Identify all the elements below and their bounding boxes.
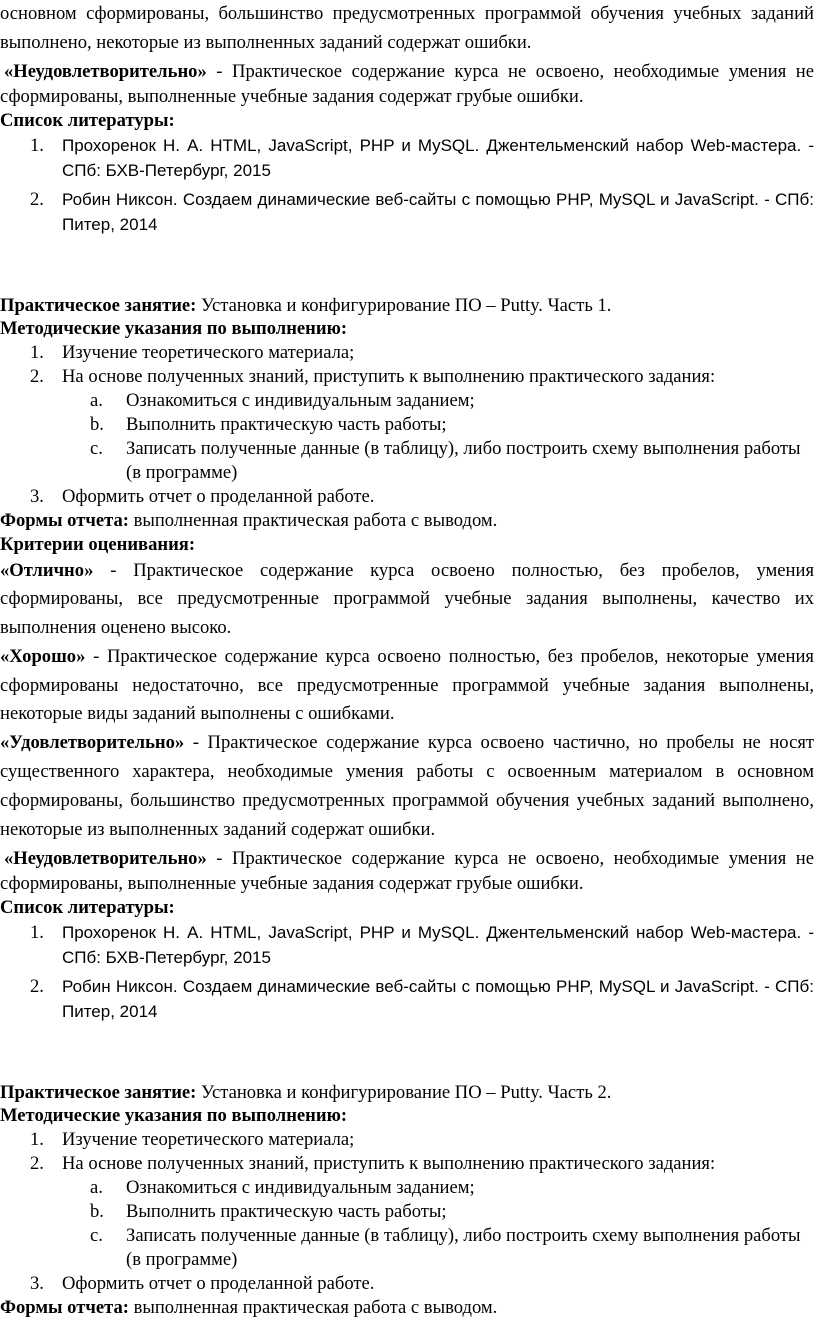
literature-item [0,974,814,1024]
criteria-label: «Удовлетворительно» [0,732,185,754]
list-number: 2. [30,1152,44,1174]
literature-heading: Список литературы: [0,897,175,919]
literature-text: Прохоренок Н. А. HTML, JavaScript, PHP и MySQL. Джентельменский набор Web-мастера. - СПб: БХВ-Петербург, 2015 [62,922,814,967]
criteria-excellent [0,557,814,643]
list-letter: a. [90,1176,103,1198]
list-number: 1. [30,134,44,156]
substep-item [0,389,814,413]
step-text: Оформить отчет о проделанной работе. [62,485,375,507]
criteria-text: - Практическое содержание курса не освоено, необходимые умения не сформированы, выполненные учебные задания содержат грубые ошибки. [0,848,814,894]
spacer [0,241,814,294]
criteria-satisfactory-continuation: основном сформированы, большинство предусмотренных программой обучения учебных заданий выполнено, некоторые из выполненных заданий содержат ошибки. [0,3,814,53]
list-number: 2. [30,365,44,387]
criteria-good [0,643,814,729]
step-text: Изучение теоретического материала; [62,1128,355,1150]
report-text: выполненная практическая работа с выводом. [128,509,498,531]
list-number: 2. [30,975,44,997]
substep-text: Записать полученные данные (в таблицу), либо построить схему выполнения работы (в программе) [126,1224,801,1270]
criteria-satisfactory [0,729,814,844]
literature-item [0,187,814,237]
step-text: Оформить отчет о проделанной работе. [62,1272,375,1294]
lesson-title [0,294,814,318]
step-item [0,485,814,509]
substep-item [0,1176,814,1200]
step-item [0,1272,814,1296]
list-number: 1. [30,1128,44,1150]
criteria-text: - Практическое содержание курса освоено полностью, без пробелов, некоторые умения сформированы недостаточно, все предусмотренные программой учебные задания выполнены, некоторые виды заданий выполнены с ошибками. [0,645,814,725]
lesson-label: Практическое занятие: [0,1081,197,1103]
substep-item [0,437,814,485]
spacer [0,1028,814,1081]
list-number: 1. [30,341,44,363]
list-number: 2. [30,188,44,210]
literature-list [0,133,814,237]
list-letter: b. [90,413,104,435]
list-letter: c. [90,437,103,459]
literature-text: Робин Никсон. Создаем динамические веб-сайты с помощью PHP, MySQL и JavaScript. - СПб: Питер, 2014 [62,976,814,1021]
guidelines-heading: Методические указания по выполнению: [0,1105,348,1127]
substep-item [0,1224,814,1272]
step-item [0,341,814,365]
criteria-text: - Практическое содержание курса освоено полностью, без пробелов, умения сформированы, все предусмотренные программой учебные задания выполнены, качество их выполнения оценено высоко. [0,559,814,639]
step-text: Изучение теоретического материала; [62,341,355,363]
list-number: 3. [30,1272,44,1294]
substep-text: Выполнить практическую часть работы; [126,1200,447,1222]
step-item [0,1152,814,1272]
criteria-heading: Критерии оценивания: [0,533,196,555]
lesson-name: Установка и конфигурирование ПО – Putty. Часть 1. [196,294,612,316]
criteria-text: - Практическое содержание курса не освоено, необходимые умения не сформированы, выполненные учебные задания содержат грубые ошибки. [0,61,814,107]
criteria-label: «Неудовлетворительно» [4,61,207,82]
substep-item [0,413,814,437]
list-number: 1. [30,921,44,943]
literature-text: Прохоренок Н. А. HTML, JavaScript, PHP и MySQL. Джентельменский набор Web-мастера. - СПб: БХВ-Петербург, 2015 [62,135,814,180]
literature-heading: Список литературы: [0,110,175,131]
literature-text: Робин Никсон. Создаем динамические веб-сайты с помощью PHP, MySQL и JavaScript. - СПб: Питер, 2014 [62,189,814,234]
criteria-list [0,557,814,845]
criteria-unsatisfactory [0,60,814,109]
literature-item [0,133,814,183]
report-text: выполненная практическая работа с выводом. [128,1296,498,1318]
criteria-text: - Практическое содержание курса освоено частично, но пробелы не носят существенного характера, необходимые умения работы с освоенным материалом в основном сформированы, большинство предусмотренных программой обучения учебных заданий выполнено, некоторые из выполненных заданий содержат ошибки. [0,732,814,840]
criteria-label: «Неудовлетворительно» [4,848,207,870]
list-letter: b. [90,1200,104,1222]
list-number: 3. [30,485,44,507]
substep-text: Выполнить практическую часть работы; [126,413,447,435]
step-item [0,365,814,485]
lesson-label: Практическое занятие: [0,294,197,316]
list-letter: a. [90,389,103,411]
substeps-list [62,389,814,485]
substep-text: Ознакомиться с индивидуальным заданием; [126,389,475,411]
criteria-label: «Отлично» [0,559,94,581]
literature-list [0,920,814,1024]
report-form [0,509,814,533]
list-letter: c. [90,1224,103,1246]
criteria-label: «Хорошо» [0,645,86,667]
step-item [0,1128,814,1152]
step-text: На основе полученных знаний, приступить к выполнению практического задания: [62,365,716,387]
lesson-name: Установка и конфигурирование ПО – Putty. Часть 2. [196,1081,612,1103]
steps-list [0,1128,814,1296]
report-label: Формы отчета: [0,509,129,531]
substep-text: Записать полученные данные (в таблицу), либо построить схему выполнения работы (в программе) [126,437,801,483]
substeps-list [62,1176,814,1272]
report-label: Формы отчета: [0,1296,129,1318]
literature-item [0,920,814,970]
step-text: На основе полученных знаний, приступить к выполнению практического задания: [62,1152,716,1174]
guidelines-heading: Методические указания по выполнению: [0,318,348,339]
substep-item [0,1200,814,1224]
criteria-unsatisfactory [0,847,814,896]
substep-text: Ознакомиться с индивидуальным заданием; [126,1176,475,1198]
lesson-title [0,1081,814,1105]
report-form [0,1296,814,1320]
steps-list [0,341,814,509]
